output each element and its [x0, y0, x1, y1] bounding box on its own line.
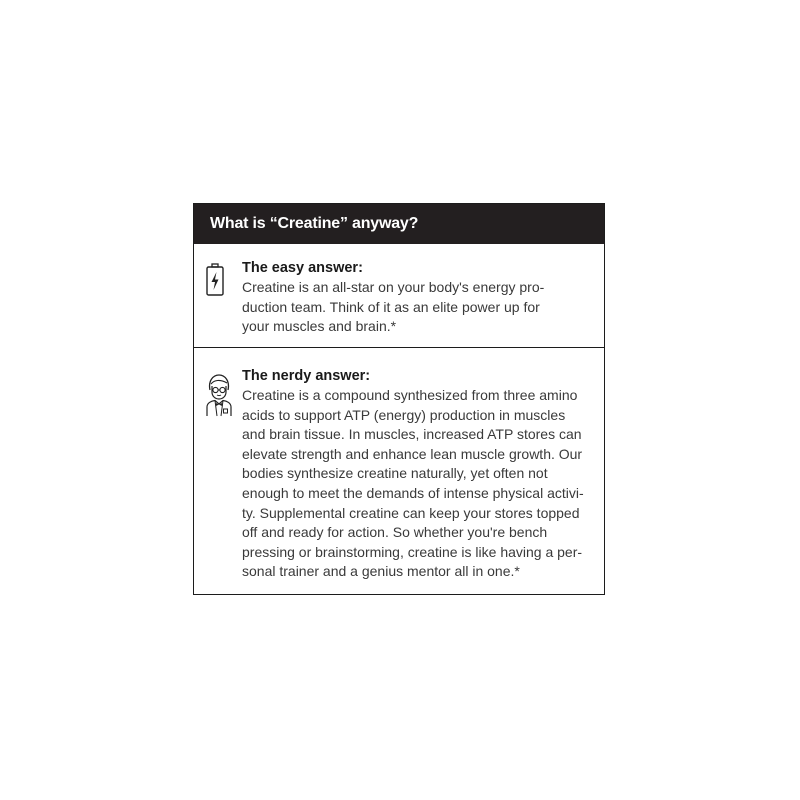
nerdy-answer-line: pressing or brainstorming, creatine is like having a per-	[242, 543, 583, 560]
nerdy-answer-line: and brain tissue. In muscles, increased ATP stores can	[242, 426, 582, 443]
nerdy-answer-line: enough to meet the demands of intense physical activi-	[242, 484, 584, 501]
nerdy-answer-line: sonal trainer and a genius mentor all in one.*	[242, 563, 520, 580]
nerdy-answer-section	[194, 348, 604, 594]
easy-answer-body	[242, 278, 586, 337]
nerdy-answer-line: ty. Supplemental creatine can keep your stores topped	[242, 504, 580, 521]
easy-answer-line: Creatine is an all-star on your body's energy pro-	[242, 279, 545, 295]
nerdy-answer-line: elevate strength and enhance lean muscle growth. Our	[242, 445, 583, 462]
nerdy-answer-line: bodies synthesize creatine naturally, yet often not	[242, 465, 548, 482]
nerdy-answer-line: Creatine is a compound synthesized from three amino	[242, 387, 578, 403]
easy-answer-text	[242, 259, 586, 337]
nerdy-answer-text	[242, 367, 586, 582]
nerdy-answer-body	[242, 386, 586, 582]
easy-answer-section	[194, 244, 604, 348]
scientist-icon	[205, 373, 233, 422]
nerdy-answer-line: acids to support ATP (energy) production in muscles	[242, 406, 566, 423]
nerdy-answer-line: off and ready for action. So whether you're bench	[242, 524, 548, 541]
easy-answer-line: duction team. Think of it as an elite power up for	[242, 298, 540, 315]
easy-answer-heading: The easy answer:	[242, 260, 363, 276]
nerdy-answer-heading: The nerdy answer:	[242, 368, 371, 384]
card-title: What is “Creatine” anyway?	[194, 204, 604, 244]
battery-bolt-icon	[205, 263, 225, 302]
easy-answer-line: your muscles and brain.*	[242, 318, 397, 335]
info-card	[193, 203, 605, 595]
